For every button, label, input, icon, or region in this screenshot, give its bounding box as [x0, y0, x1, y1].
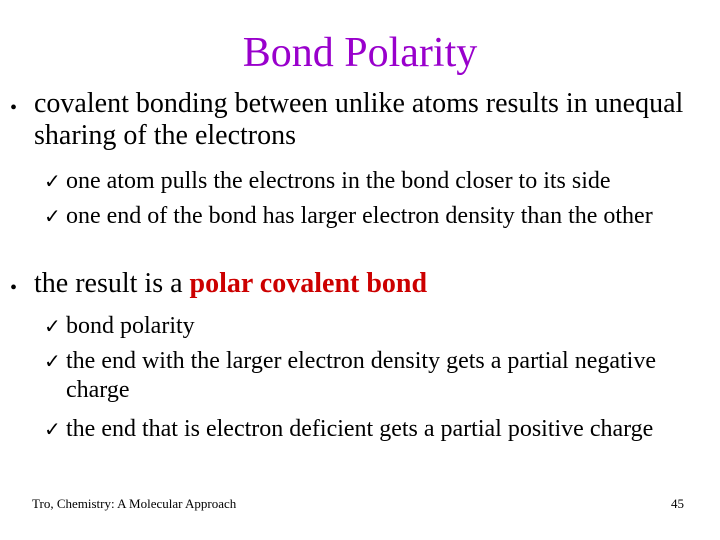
- bullet-text-prefix: the result is a: [34, 268, 190, 299]
- sub-bullet-item: [44, 167, 704, 196]
- bullet-icon: •: [10, 277, 18, 299]
- check-icon: ✓: [44, 349, 61, 373]
- sub-bullet-text: the end with the larger electron density gets a partial negative charge: [66, 348, 657, 403]
- footer-source: Tro, Chemistry: A Molecular Approach: [32, 496, 237, 511]
- sub-bullet-text: one end of the bond has larger electron density than the other: [66, 203, 653, 229]
- highlight-term: polar covalent bond: [189, 268, 428, 299]
- sub-bullet-text: one atom pulls the electrons in the bond closer to its side: [66, 168, 611, 194]
- sub-bullet-text: the end that is electron deficient gets a partial positive charge: [66, 416, 654, 442]
- bullet-text: [34, 268, 694, 300]
- check-icon: ✓: [44, 314, 61, 338]
- bullet-icon: •: [10, 97, 18, 119]
- slide-title: Bond Polarity: [242, 30, 478, 76]
- sub-bullet-text: bond polarity: [66, 313, 195, 339]
- check-icon: ✓: [44, 169, 61, 193]
- check-icon: ✓: [44, 204, 61, 228]
- sub-bullet-item: [44, 202, 704, 231]
- bullet-text: covalent bonding between unlike atoms results in unequal sharing of the electrons: [34, 88, 684, 151]
- page-number: 45: [671, 496, 684, 511]
- sub-bullet-item: [44, 415, 704, 444]
- sub-bullet-item: [44, 347, 704, 405]
- sub-bullet-item: [44, 312, 704, 341]
- check-icon: ✓: [44, 417, 61, 441]
